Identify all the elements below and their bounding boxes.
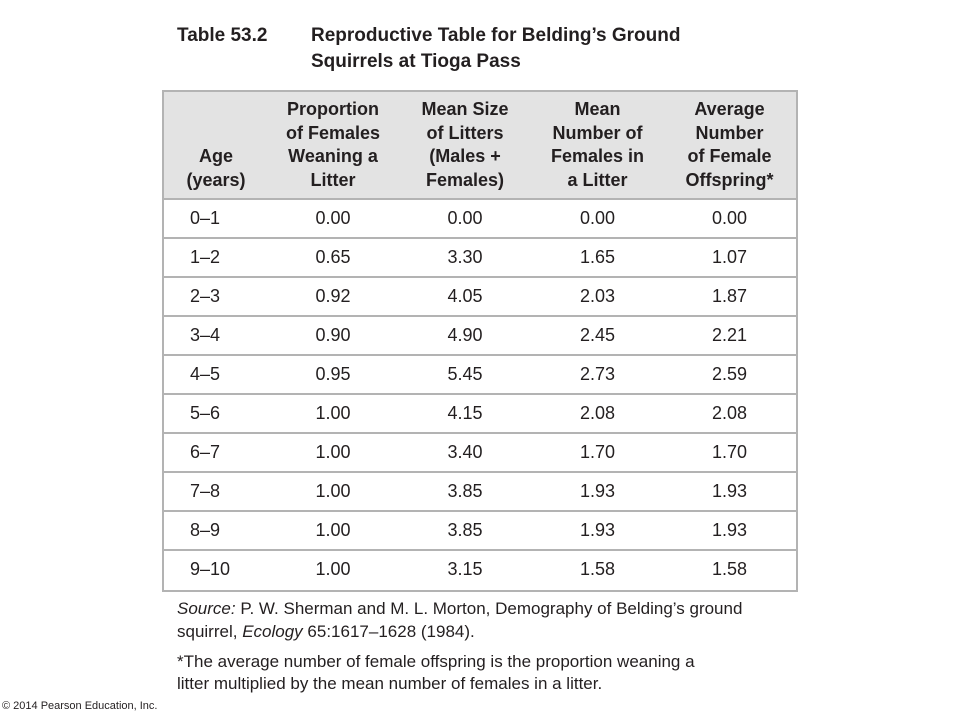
age-cell: 1–2: [190, 247, 221, 267]
age-cell: 3–4: [190, 325, 221, 345]
header-line: Mean Size: [421, 99, 509, 119]
mean-females-cell: 1.65: [579, 247, 616, 267]
header-line: (Males +: [429, 146, 501, 166]
proportion-weaning-cell: 1.00: [315, 403, 351, 423]
table-header-row: [164, 92, 796, 200]
mean-litter-size-cell: 3.15: [447, 559, 483, 579]
avg-female-offspring-cell: 2.08: [711, 403, 748, 423]
proportion-weaning-cell: 0.92: [315, 286, 351, 306]
header-line: Proportion: [287, 99, 379, 119]
mean-females-cell: 1.93: [579, 520, 616, 540]
table-row: [164, 395, 796, 434]
age-cell: 8–9: [190, 520, 221, 540]
table-row: [164, 551, 796, 590]
proportion-weaning-cell: 1.00: [315, 442, 351, 462]
reproductive-table: [162, 90, 798, 592]
mean-litter-size-cell: 3.85: [447, 481, 483, 501]
mean-females-cell: 2.73: [579, 364, 616, 384]
avg-female-offspring-cell: 2.21: [711, 325, 748, 345]
header-line: Age: [198, 146, 233, 166]
header-mean-litter-size: [398, 92, 532, 198]
table-row: [164, 434, 796, 473]
age-cell: 7–8: [190, 481, 221, 501]
age-cell: 6–7: [190, 442, 221, 462]
mean-litter-size-cell: 3.40: [447, 442, 483, 462]
age-cell: 9–10: [190, 559, 231, 579]
avg-female-offspring-cell: 2.59: [711, 364, 748, 384]
age-cell: 4–5: [190, 364, 221, 384]
mean-litter-size-cell: 0.00: [447, 208, 483, 228]
header-proportion-weaning: [268, 92, 398, 198]
proportion-weaning-cell: 0.90: [315, 325, 351, 345]
table-row: [164, 356, 796, 395]
table-row: [164, 317, 796, 356]
mean-females-cell: 2.08: [579, 403, 616, 423]
mean-litter-size-cell: 3.30: [447, 247, 483, 267]
table-title-line-1: Reproductive Table for Belding’s Ground: [311, 25, 681, 46]
mean-females-cell: 0.00: [579, 208, 616, 228]
header-avg-female-offspring: [663, 92, 796, 198]
footnote: [177, 651, 695, 695]
header-line: of Females: [285, 122, 381, 143]
footnote-line-2: litter multiplied by the mean number of females in a litter.: [177, 674, 603, 693]
age-cell: 2–3: [190, 286, 221, 306]
source-line-1: [177, 597, 742, 620]
header-line: Number of: [552, 122, 643, 143]
header-line: Females in: [550, 146, 645, 166]
mean-females-cell: 1.70: [579, 442, 616, 462]
footnote-line-1: *The average number of female offspring is the proportion weaning a: [177, 652, 695, 671]
avg-female-offspring-cell: 0.00: [711, 208, 748, 228]
header-line: Mean: [574, 99, 621, 119]
table-title-line-2: Squirrels at Tioga Pass: [311, 51, 521, 72]
header-line: Offspring*: [685, 169, 774, 190]
table-title: [311, 23, 680, 75]
mean-females-cell: 1.93: [579, 481, 616, 501]
table-row: [164, 278, 796, 317]
header-line: of Litters: [426, 122, 504, 143]
header-line: Weaning a: [288, 146, 378, 166]
mean-litter-size-cell: 3.85: [447, 520, 483, 540]
table-number: Table 53.2: [177, 25, 268, 46]
source-citation-continued: squirrel,: [177, 622, 238, 641]
source-label: Source:: [177, 599, 236, 618]
table-row: [164, 473, 796, 512]
source-line-2: [177, 620, 742, 643]
table-row: [164, 200, 796, 239]
avg-female-offspring-cell: 1.07: [711, 247, 748, 267]
header-line: a Litter: [567, 169, 628, 190]
proportion-weaning-cell: 1.00: [315, 520, 351, 540]
avg-female-offspring-cell: 1.93: [711, 520, 748, 540]
mean-litter-size-cell: 4.05: [447, 286, 483, 306]
mean-litter-size-cell: 4.15: [447, 403, 483, 423]
header-age: [164, 92, 268, 198]
mean-females-cell: 2.03: [579, 286, 616, 306]
proportion-weaning-cell: 0.95: [315, 364, 351, 384]
table-row: [164, 512, 796, 551]
header-line: Females): [425, 169, 505, 190]
age-cell: 0–1: [190, 208, 221, 228]
journal-reference: 65:1617–1628 (1984).: [307, 622, 475, 641]
mean-females-cell: 1.58: [579, 559, 616, 579]
header-mean-females: [532, 92, 663, 198]
source-note: [177, 597, 742, 643]
source-citation-text: P. W. Sherman and M. L. Morton, Demography of Belding’s ground: [240, 599, 743, 618]
header-line: Number: [695, 122, 764, 143]
avg-female-offspring-cell: 1.70: [711, 442, 748, 462]
proportion-weaning-cell: 0.00: [315, 208, 351, 228]
proportion-weaning-cell: 0.65: [315, 247, 351, 267]
header-line: Litter: [310, 169, 356, 190]
header-line: of Female: [687, 146, 772, 166]
header-line: Average: [694, 99, 765, 119]
avg-female-offspring-cell: 1.93: [711, 481, 748, 501]
table-row: [164, 239, 796, 278]
mean-females-cell: 2.45: [579, 325, 616, 345]
journal-name: Ecology: [242, 622, 303, 641]
mean-litter-size-cell: 5.45: [447, 364, 483, 384]
age-cell: 5–6: [190, 403, 221, 423]
mean-litter-size-cell: 4.90: [447, 325, 483, 345]
avg-female-offspring-cell: 1.58: [711, 559, 748, 579]
proportion-weaning-cell: 1.00: [315, 559, 351, 579]
copyright-notice: © 2014 Pearson Education, Inc.: [2, 700, 158, 712]
avg-female-offspring-cell: 1.87: [711, 286, 748, 306]
proportion-weaning-cell: 1.00: [315, 481, 351, 501]
header-line: (years): [186, 169, 246, 190]
